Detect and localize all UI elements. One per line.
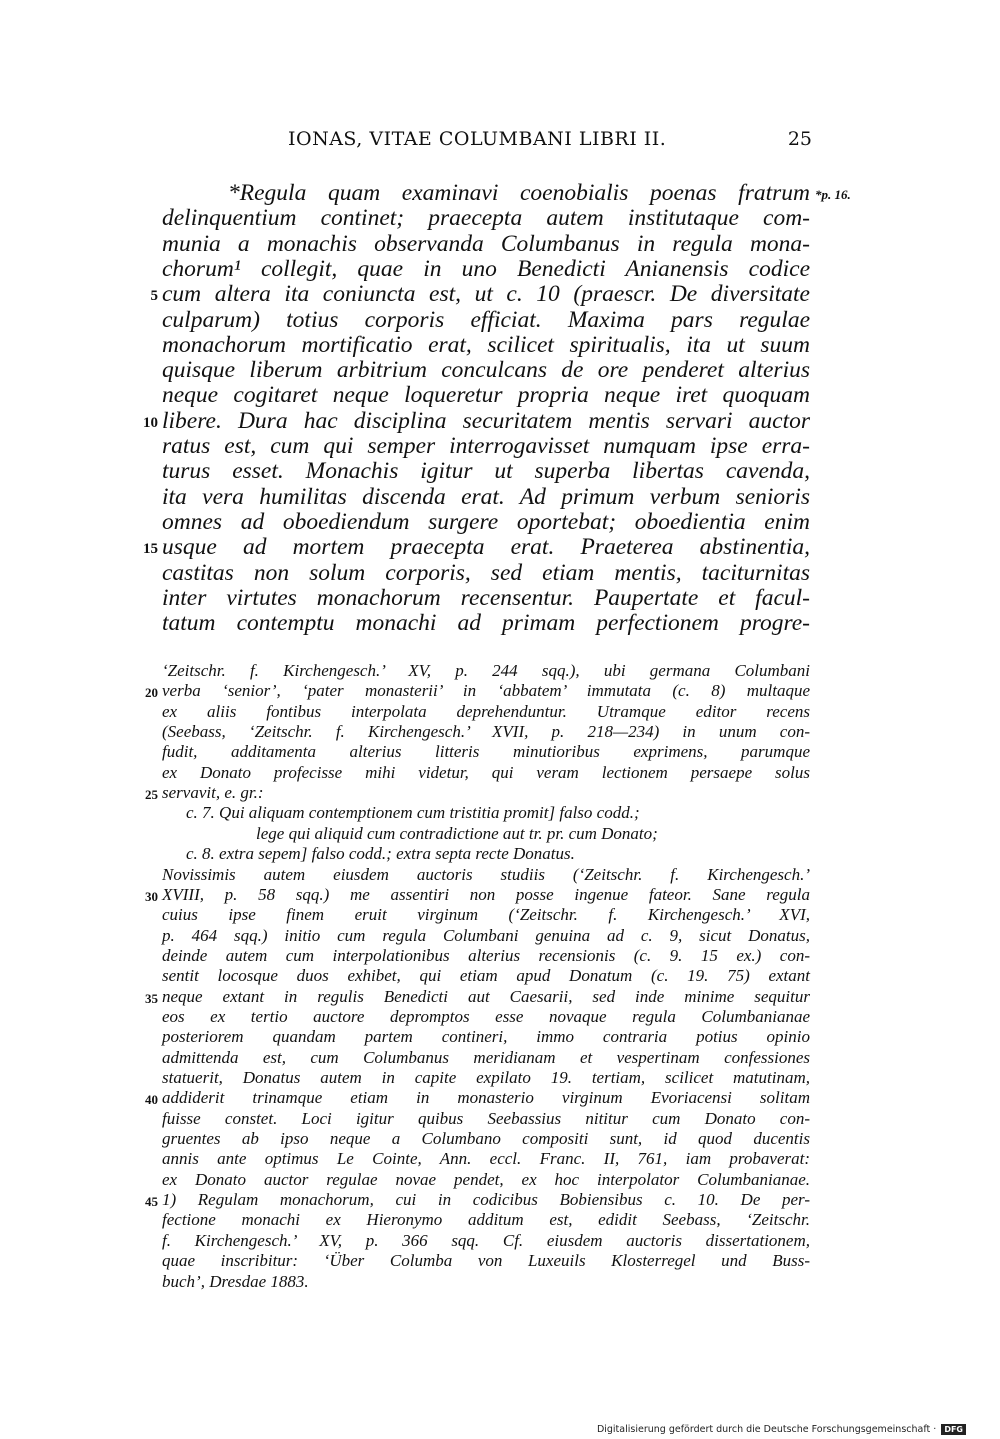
line-number: 35	[145, 990, 158, 1006]
text-line: culparum) totius corporis efficiat. Maxima pars regulae	[162, 306, 810, 333]
footnote-line: p. 464 sqq.) initio cum regula Columbani genuina ad c. 9, sicut Donatus,	[162, 925, 810, 945]
text-line: inter virtutes monachorum recensentur. Paupertate et facul-	[162, 584, 810, 611]
line-number: 15	[143, 541, 158, 558]
digitization-credit: Digitalisierung gefördert durch die Deutsche Forschungsgemeinschaft · DFG	[597, 1424, 966, 1435]
footnote-line: servavit, e. gr.:	[162, 783, 264, 803]
text-line: *Regula quam examinavi coenobialis poenas fratrum	[228, 180, 810, 206]
text-line: ratus est, cum qui semper interrogavisset numquam ipse erra-	[162, 433, 810, 459]
text-line: monachorum mortificatio erat, scilicet spiritualis, ita ut suum	[162, 331, 810, 358]
footnote-line: buch’, Dresdae 1883.	[162, 1271, 309, 1291]
credit-text: Digitalisierung gefördert durch die Deutsche Forschungsgemeinschaft	[596, 1424, 931, 1435]
footnote-line: Novissimis autem eiusdem auctoris studiis (‘Zeitschr. f. Kirchengesch.’	[162, 864, 810, 884]
page-number: 25	[787, 128, 812, 150]
text-line: neque cogitaret neque loqueretur propria neque iret quoquam	[162, 382, 810, 409]
text-line: quisque liberum arbitrium conculcans de ore penderet alterius	[162, 357, 810, 384]
line-number: 30	[145, 888, 158, 904]
footnote-line: f. Kirchengesch.’ XV, p. 366 sqq. Cf. eiusdem auctoris dissertationem,	[162, 1230, 810, 1250]
footnote-line: addiderit trinamque etiam in monasterio virginum Evoriacensi solitam	[162, 1088, 810, 1108]
footnote-line: sentit locosque duos exhibet, qui etiam apud Donatum (c. 19. 75) extant	[162, 966, 810, 986]
footnote-line: ex Donato auctor regulae novae pendet, ex hoc interpolator Columbanianae.	[162, 1169, 810, 1189]
footnote-line: fuisse constet. Loci igitur quibus Seebassius nititur cum Donato con-	[162, 1108, 810, 1128]
footnote-line: cuius ipse finem eruit virginum (‘Zeitschr. f. Kirchengesch.’ XVI,	[162, 905, 810, 925]
footnote-line: posteriorem quandam partem contineri, immo contraria potius opinio	[162, 1027, 810, 1047]
text-line: libere. Dura hac disciplina securitatem mentis servari auctor	[162, 407, 810, 434]
text-line: cum altera ita coniuncta est, ut c. 10 (praescr. De diversitate	[162, 281, 810, 308]
footnote-line: fectione monachi ex Hieronymo additum est, edidit Seebass, ‘Zeitschr.	[162, 1210, 810, 1230]
footnote-line: verba ‘senior’, ‘pater monasterii’ in ‘abbatem’ immutata (c. 8) multaque	[162, 681, 810, 701]
text-line: omnes ad oboediendum surgere oportebat; oboedientia enim	[162, 508, 810, 535]
footnote-line: eos ex tertio auctore depromptos esse novaque regula Columbanianae	[162, 1006, 810, 1026]
line-number: 20	[145, 685, 158, 701]
footnote-line: XVIII, p. 58 sqq.) me assentiri non posse ingenue fateor. Sane regula	[162, 884, 810, 904]
line-number: 5	[150, 288, 158, 305]
footnote-line: gruentes ab ipso neque a Columbano compositi sunt, id quod ducentis	[162, 1129, 810, 1149]
footnote-line: ‘Zeitschr. f. Kirchengesch.’ XV, p. 244 sqq.), ubi germana Columbani	[162, 661, 810, 680]
footnote-line: annis ante optimus Le Cointe, Ann. eccl. Franc. II, 761, iam probaverat:	[162, 1149, 810, 1169]
line-number: 45	[145, 1194, 158, 1210]
text-line: chorum¹ collegit, quae in uno Benedicti Anianensis codice	[162, 255, 810, 282]
footnote-line: (Seebass, ‘Zeitschr. f. Kirchengesch.’ XVII, p. 218—234) in unum con-	[162, 722, 810, 742]
text-line: munia a monachis observanda Columbanus in regula mona-	[162, 230, 810, 257]
page-header	[160, 128, 812, 158]
text-line: usque ad mortem praecepta erat. Praeterea abstinentia,	[162, 534, 810, 561]
footnote-line: quae inscribitur: ‘Über Columba von Luxeuils Klosterregel und Buss-	[162, 1251, 810, 1271]
footnote-line: neque extant in regulis Benedicti aut Caesarii, sed inde minime sequitur	[162, 986, 810, 1006]
text-line: turus esset. Monachis igitur ut superba libertas cavenda,	[162, 458, 810, 485]
dfg-logo: DFG	[941, 1424, 966, 1435]
footnote-line: c. 7. Qui aliquam contemptionem cum tristitia promit] falso codd.;	[186, 803, 640, 823]
footnote-line: c. 8. extra sepem] falso codd.; extra septa recte Donatus.	[186, 844, 575, 864]
text-line: castitas non solum corporis, sed etiam mentis, taciturnitas	[162, 559, 810, 586]
footnote-line: fudit, additamenta alterius litteris minutioribus exprimens, parumque	[162, 742, 810, 762]
text-line: delinquentium continet; praecepta autem institutaque com-	[162, 205, 810, 232]
line-number: 40	[145, 1092, 158, 1108]
footnote-line: 1) Regulam monachorum, cui in codicibus Bobiensibus c. 10. De per-	[162, 1190, 810, 1210]
line-number: 25	[145, 787, 158, 803]
line-number: 10	[143, 414, 158, 431]
text-line: tatum contemptu monachi ad primam perfectionem progre-	[162, 610, 810, 637]
footnote-line: admittenda est, cum Columbanus meridianam et vespertinam confessiones	[162, 1047, 810, 1067]
footnote-line: ex aliis fontibus interpolata deprehenduntur. Utramque editor recens	[162, 701, 810, 721]
footnote-line: ex Donato profecisse mihi videtur, qui veram lectionem persaepe solus	[162, 762, 810, 782]
running-title: IONAS, VITAE COLUMBANI LIBRI II.	[288, 128, 667, 150]
text-line: ita vera humilitas discenda erat. Ad primum verbum senioris	[162, 483, 810, 510]
footnote-line: deinde autem cum interpolationibus alterius recensionis (c. 9. 15 ex.) con-	[162, 945, 810, 965]
footnote-line: statuerit, Donatus autem in capite expilato 19. tertiam, scilicet matutinam,	[162, 1068, 810, 1087]
footnote-line: lege qui aliquid cum contradictione aut tr. pr. cum Donato;	[256, 823, 658, 843]
margin-page-reference: *p. 16.	[815, 187, 851, 202]
